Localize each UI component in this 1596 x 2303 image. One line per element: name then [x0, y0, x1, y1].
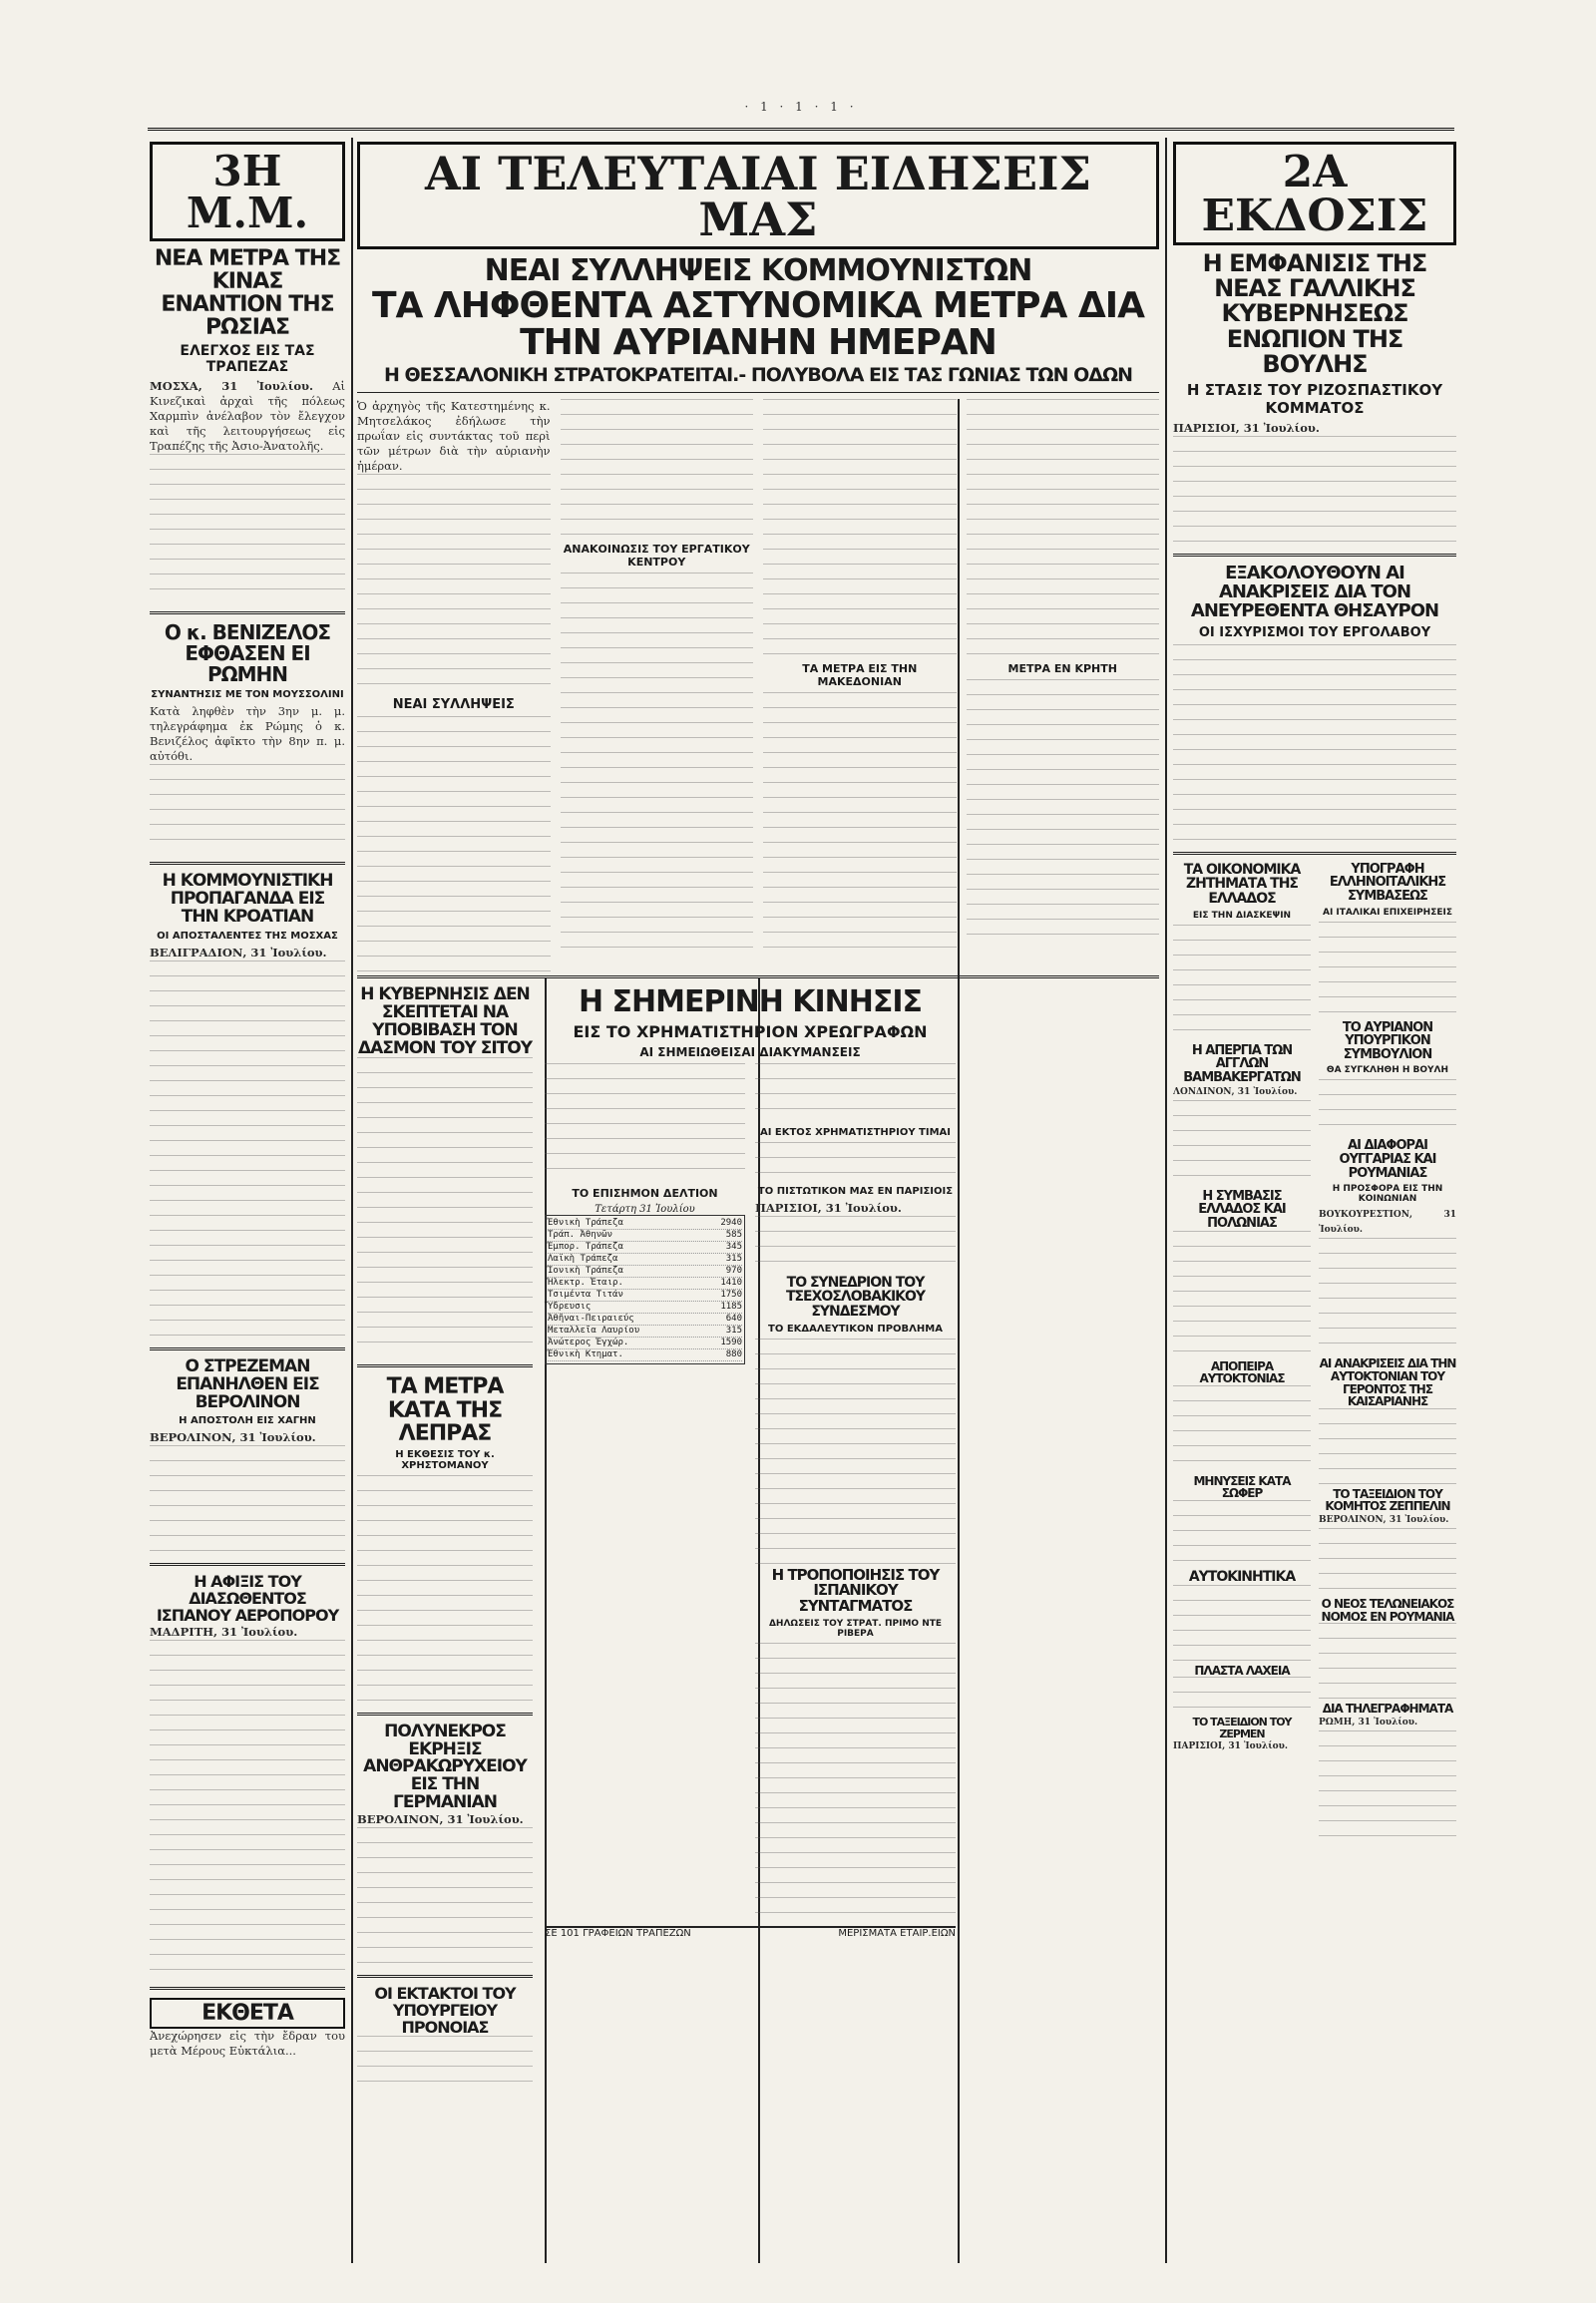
explosion-headline: ΠΟΛΥΝΕΚΡΟΣ ΕΚΡΗΞΙΣ ΑΝΘΡΑΚΩΡΥΧΕΙΟΥ ΕΙΣ ΤΗΝ ΓΕΡΜΑΝΙΑΝ — [363, 1721, 527, 1813]
stock-price: 1590 — [720, 1337, 742, 1347]
stock-name: Τσιμέντα Τιτάν — [548, 1289, 623, 1300]
text-filler — [1173, 1231, 1311, 1360]
section-head: ΜΕΤΡΑ ΕΝ ΚΡΗΤΗ — [1007, 662, 1117, 676]
wire-dateline: ΡΩΜΗ, 31 Ἰουλίου. — [1319, 1717, 1418, 1727]
lead-col-1 — [357, 399, 551, 967]
masthead-rule — [148, 100, 1454, 131]
convention-subtitle: ΤΟ ΕΚΔΑΛΕΥΤΙΚΟΝ ΠΡΟΒΛΗΜΑ — [768, 1323, 943, 1335]
driver-headline: ΜΗΝΥΣΕΙΣ ΚΑΤΑ ΣΩΦΕΡ — [1193, 1473, 1291, 1501]
croatia-dateline: ΒΕΛΙΓΡΑΔΙΟΝ, 31 Ἰουλίου. — [150, 945, 327, 960]
table-row — [548, 1230, 742, 1242]
strike-headline: Η ΑΠΕΡΓΙΑ ΤΩΝ ΑΓΓΛΩΝ ΒΑΜΒΑΚΕΡΓΑΤΩΝ — [1183, 1042, 1301, 1085]
suicide-headline: ΑΠΟΠΕΙΡΑ ΑΥΤΟΚΤΟΝΙΑΣ — [1199, 1358, 1285, 1386]
stock-price: 315 — [725, 1325, 742, 1336]
france-headline: Η ΕΜΦΑΝΙΣΙΣ ΤΗΣ ΝΕΑΣ ΓΑΛΛΙΚΗΣ ΚΥΒΕΡΝΗΣΕΩΣ ΕΝΩΠΙΟΝ ΤΗΣ ΒΟΥΛΗΣ — [1202, 249, 1427, 378]
text-filler — [967, 679, 1160, 949]
text-filler — [755, 1142, 956, 1182]
separator — [150, 862, 345, 865]
econ-headline: ΤΑ ΟΙΚΟΝΟΜΙΚΑ ΖΗΤΗΜΑΤΑ ΤΗΣ ΕΛΛΑΔΟΣ — [1183, 861, 1301, 907]
zermen-dateline: ΠΑΡΙΣΙΟΙ, 31 Ἰουλίου. — [1173, 1741, 1288, 1752]
separator — [150, 1987, 345, 1990]
customs-headline: Ο ΝΕΟΣ ΤΕΛΩΝΕΙΑΚΟΣ ΝΟΜΟΣ ΕΝ ΡΟΥΜΑΝΙΑ — [1321, 1596, 1454, 1624]
separator — [150, 1563, 345, 1566]
market-subtitle-2: ΑΙ ΣΗΜΕΙΩΘΕΙΣΑΙ ΔΙΑΚΥΜΑΝΣΕΙΣ — [639, 1044, 861, 1059]
text-filler — [1173, 1100, 1311, 1190]
lower-col-1 — [357, 986, 533, 2096]
lead-headline: ΤΑ ΛΗΦΘΕΝΤΑ ΑΣΤΥΝΟΜΙΚΑ ΜΕΤΡΑ ΔΙΑ ΤΗΝ ΑΥΡΙΑΝΗΝ ΗΜΕΡΑΝ — [371, 284, 1144, 364]
leprosy-headline: ΤΑ ΜΕΤΡΑ ΚΑΤΑ ΤΗΣ ΛΕΠΡΑΣ — [386, 1374, 504, 1446]
stock-price: 640 — [725, 1313, 742, 1324]
econ-subtitle: ΕΙΣ ΤΗΝ ΔΙΑΣΚΕΨΙΝ — [1192, 910, 1292, 921]
stresemann-dateline: ΒΕΡΟΛΙΝΟΝ, 31 Ἰουλίου. — [150, 1430, 316, 1445]
table-row — [548, 1326, 742, 1338]
lead-body: Ὁ ἀρχηγὸς τῆς Κατεστημένης κ. Μητσελάκος ἐδήλωσε τὴν πρωΐαν εἰς συντάκτας τοῦ περὶ τῶν μέτρων διὰ τὴν αὐριανὴν ἡμέραν. — [357, 399, 551, 474]
convention-headline: ΤΟ ΣΥΝΕΔΡΙΟΝ ΤΟΥ ΤΣΕΧΟΣΛΟΒΑΚΙΚΟΥ ΣΥΝΔΕΣΜΟΥ — [785, 1274, 926, 1320]
zermen-headline: ΤΟ ΤΑΞΕΙΔΙΟΝ ΤΟΥ ΖΕΡΜΕΝ — [1192, 1716, 1292, 1740]
aviator-dateline: ΜΑΔΡΙΤΗ, 31 Ἰουλίου. — [150, 1624, 298, 1639]
market-col-a — [545, 1063, 745, 1922]
separator — [357, 1713, 533, 1716]
text-filler — [1173, 1385, 1311, 1475]
text-filler — [1173, 925, 1311, 1044]
separator — [357, 1364, 533, 1367]
croatia-subtitle: ΟΙ ΑΠΟΣΤΑΛΕΝΤΕΣ ΤΗΣ ΜΟΣΧΑΣ — [157, 930, 338, 942]
text-filler — [357, 716, 551, 985]
venizelos-body: Κατὰ ληφθὲν τὴν 3ην μ. μ. τηλεγράφημα ἐκ Ρώμης ὁ κ. Βενιζέλος ἀφῖκτο τὴν 8ην π. μ. αὐτόθι. — [150, 704, 345, 764]
edition-box-2nd: 2Α ΕΚΔΟΣΙΣ — [1173, 142, 1456, 245]
text-filler — [357, 474, 551, 693]
stock-table — [545, 1215, 745, 1364]
text-filler — [755, 1643, 956, 1922]
stock-price: 1750 — [720, 1289, 742, 1300]
stock-name: Ἐθνικὴ Κτηματ. — [548, 1348, 623, 1359]
spain-headline: Η ΤΡΟΠΟΠΟΙΗΣΙΣ ΤΟΥ ΙΣΠΑΝΙΚΟΥ ΣΥΝΤΑΓΜΑΤΟΣ — [771, 1565, 940, 1616]
dateline: ΜΟΣΧΑ, 31 Ἰουλίου. — [150, 379, 313, 394]
china-russia-subtitle: ΕΛΕΓΧΟΣ ΕΙΣ ΤΑΣ ΤΡΑΠΕΖΑΣ — [180, 343, 315, 376]
text-filler — [561, 573, 754, 952]
stock-price: 970 — [725, 1265, 742, 1276]
text-filler — [357, 1827, 533, 1967]
inquiry-headline: ΑΙ ΑΝΑΚΡΙΣΕΙΣ ΔΙΑ ΤΗΝ ΑΥΤΟΚΤΟΝΙΑΝ ΤΟΥ ΓΕΡΟΝΤΟΣ ΤΗΣ ΚΑΙΣΑΡΙΑΝΗΣ — [1319, 1356, 1456, 1409]
table-row — [548, 1278, 742, 1290]
market-footer — [545, 1926, 956, 1939]
china-russia-headline: ΝΕΑ ΜΕΤΡΑ ΤΗΣ ΚΙΝΑΣ ΕΝΑΝΤΙΟΝ ΤΗΣ ΡΩΣΙΑΣ — [154, 246, 341, 341]
separator — [150, 1347, 345, 1350]
france-dateline: ΠΑΡΙΣΙΟΙ, 31 Ἰουλίου. — [1173, 420, 1320, 435]
edition-box-3pm: 3Η Μ.Μ. — [150, 142, 345, 241]
section-head: ΝΕΑΙ ΣΥΛΛΗΨΕΙΣ — [392, 697, 515, 713]
stock-name: Τράπ. Ἀθηνῶν — [548, 1229, 613, 1240]
text-filler — [1173, 1677, 1311, 1717]
china-russia-body — [150, 379, 345, 454]
text-filler — [755, 1216, 956, 1276]
council-headline: ΤΟ ΑΥΡΙΑΝΟΝ ΥΠΟΥΡΓΙΚΟΝ ΣΥΜΒΟΥΛΙΟΝ — [1342, 1019, 1433, 1062]
stresemann-headline: Ο ΣΤΡΕΖΕΜΑΝ ΕΠΑΝΗΛΘΕΝ ΕΙΣ ΒΕΡΟΛΙΝΟΝ — [176, 1355, 319, 1412]
stock-price: 585 — [725, 1229, 742, 1240]
table-row — [548, 1254, 742, 1266]
stock-price: 2940 — [720, 1217, 742, 1228]
cars-headline: ΑΥΤΟΚΙΝΗΤΙΚΑ — [1188, 1568, 1296, 1585]
market-headline: Η ΣΗΜΕΡΙΝΗ ΚΙΝΗΣΙΣ — [578, 984, 923, 1020]
separator — [357, 1975, 533, 1978]
hungary-headline: ΑΙ ΔΙΑΦΟΡΑΙ ΟΥΓΓΑΡΙΑΣ ΚΑΙ ΡΟΥΜΑΝΙΑΣ — [1339, 1138, 1436, 1181]
text-filler — [1173, 1500, 1311, 1570]
text-filler — [150, 764, 345, 854]
text-filler — [150, 1640, 345, 1979]
stock-name: Ἐθνικὴ Τράπεζα — [548, 1217, 623, 1228]
strike-dateline: ΛΟΝΔΙΝΟΝ, 31 Ἰουλίου. — [1173, 1086, 1298, 1097]
text-filler — [357, 1475, 533, 1705]
forex-headline: ΑΙ ΕΚΤΟΣ ΧΡΗΜΑΤΙΣΤΗΡΙΟΥ ΤΙΜΑΙ — [759, 1126, 952, 1138]
council-subtitle: ΘΑ ΣΥΓΚΛΗΘΗ Η ΒΟΥΛΗ — [1326, 1065, 1449, 1076]
stock-price: 1185 — [720, 1301, 742, 1312]
left-column — [150, 138, 345, 2273]
stock-name: Ἀθῆναι-Πειραιεύς — [548, 1313, 634, 1324]
stock-name: Ἐμπορ. Τράπεζα — [548, 1241, 623, 1252]
text-filler — [1173, 644, 1456, 844]
table-row — [548, 1349, 742, 1361]
venizelos-subtitle: ΣΥΝΑΝΤΗΣΙΣ ΜΕ ΤΟΝ ΜΟΥΣΣΟΛΙΝΙ — [151, 689, 344, 701]
table-row — [548, 1242, 742, 1254]
table-row — [548, 1266, 742, 1278]
text-filler — [1319, 1730, 1456, 1850]
right-sub-1 — [1173, 863, 1311, 1850]
hungary-dateline: ΒΟΥΚΟΥΡΕΣΤΙΟΝ, 31 Ἰουλίου. — [1319, 1210, 1456, 1236]
text-filler — [763, 399, 957, 658]
text-filler — [545, 1063, 745, 1183]
treasure-subtitle: ΟΙ ΙΣΧΥΡΙΣΜΟΙ ΤΟΥ ΕΡΓΟΛΑΒΟΥ — [1198, 624, 1431, 640]
table-row — [548, 1218, 742, 1230]
text-filler — [561, 399, 754, 539]
separator — [1173, 852, 1456, 855]
stock-name: Λαϊκὴ Τράπεζα — [548, 1253, 618, 1264]
masthead-text: · 1 · 1 · 1 · — [744, 100, 858, 114]
market-subtitle: ΕΙΣ ΤΟ ΧΡΗΜΑΤΙΣΤΗΡΙΟΝ ΧΡΕΩΓΡΑΦΩΝ — [573, 1021, 928, 1041]
column-rule — [351, 138, 353, 2263]
agreement-subtitle: ΑΙ ΙΤΑΛΙΚΑΙ ΕΠΙΧΕΙΡΗΣΕΙΣ — [1322, 907, 1453, 918]
lead-article-columns — [357, 399, 1159, 967]
table-row — [548, 1338, 742, 1349]
hungary-subtitle: Η ΠΡΟΣΦΟΡΑ ΕΙΣ ΤΗΝ ΚΟΙΝΩΝΙΑΝ — [1332, 1184, 1443, 1205]
stock-price: 345 — [725, 1241, 742, 1252]
separator — [357, 392, 1159, 393]
stock-name: Ἠλεκτρ. Ἑταιρ. — [548, 1277, 623, 1288]
table-row — [548, 1302, 742, 1314]
text-filler — [150, 454, 345, 603]
wire-headline: ΔΙΑ ΤΗΛΕΓΡΑΦΗΜΑΤΑ — [1322, 1702, 1453, 1717]
right-subcolumns — [1173, 863, 1456, 1850]
lottery-headline: ΠΛΑΣΤΑ ΛΑΧΕΙΑ — [1194, 1663, 1290, 1678]
poland-headline: Η ΣΥΜΒΑΣΙΣ ΕΛΛΑΔΟΣ ΚΑΙ ΠΟΛΩΝΙΑΣ — [1198, 1188, 1286, 1231]
text-filler — [755, 1339, 956, 1568]
france-subtitle: Η ΣΤΑΣΙΣ ΤΟΥ ΡΙΖΟΣΠΑΣΤΙΚΟΥ ΚΟΜΜΑΤΟΣ — [1186, 380, 1443, 417]
stock-price: 880 — [725, 1348, 742, 1359]
right-column — [1173, 138, 1456, 2273]
text-filler — [1319, 1408, 1456, 1488]
table-date: Τετάρτη 31 Ἰουλίου — [595, 1203, 695, 1215]
zeppelin-headline: ΤΟ ΤΑΞΕΙΔΙΟΝ ΤΟΥ ΚΟΜΗΤΟΣ ΖΕΠΠΕΛΙΝ — [1325, 1486, 1450, 1514]
stock-price: 315 — [725, 1253, 742, 1264]
government-headline: Η ΚΥΒΕΡΝΗΣΙΣ ΔΕΝ ΣΚΕΠΤΕΤΑΙ ΝΑ ΥΠΟΒΙΒΑΣΗ ΤΟΝ ΔΑΣΜΟΝ ΤΟΥ ΣΙΤΟΥ — [357, 984, 532, 1058]
text-filler — [1319, 922, 1456, 1021]
market-col-b — [755, 1063, 956, 1922]
text-filler — [1173, 436, 1456, 546]
ministry-headline: ΟΙ ΕΚΤΑΚΤΟΙ ΤΟΥ ΥΠΟΥΡΓΕΙΟΥ ΠΡΟΝΟΙΑΣ — [374, 1983, 516, 2037]
column-rule — [1165, 138, 1167, 2263]
text-filler — [1319, 1079, 1456, 1139]
paris-dateline: ΠΑΡΙΣΙΟΙ, 31 Ἰουλίου. — [755, 1200, 902, 1215]
stock-name: Ὕδρευσις — [548, 1301, 592, 1312]
zeppelin-dateline: ΒΕΡΟΛΙΝΟΝ, 31 Ἰουλίου. — [1319, 1514, 1449, 1525]
croatia-headline: Η ΚΟΜΜΟΥΝΙΣΤΙΚΗ ΠΡΟΠΑΓΑΝΔΑ ΕΙΣ ΤΗΝ ΚΡΟΑΤΙΑΝ — [162, 871, 333, 928]
spain-subtitle: ΔΗΛΩΣΕΙΣ ΤΟΥ ΣΤΡΑΤ. ΠΡΙΜΟ ΝΤΕ ΡΙΒΕΡΑ — [768, 1618, 943, 1639]
center-column — [357, 138, 1159, 2272]
table-row — [548, 1314, 742, 1326]
table-title: ΤΟ ΕΠΙΣΗΜΟΝ ΔΕΛΤΙΟΝ — [572, 1186, 718, 1200]
paris-headline: ΤΟ ΠΙΣΤΩΤΙΚΟΝ ΜΑΣ ΕΝ ΠΑΡΙΣΙΟΙΣ — [757, 1185, 954, 1197]
lead-col-2 — [561, 399, 754, 967]
lead-col-3 — [763, 399, 957, 967]
table-row — [548, 1290, 742, 1302]
text-filler — [150, 1445, 345, 1555]
section-head: ΑΝΑΚΟΙΝΩΣΙΣ ΤΟΥ ΕΡΓΑΤΙΚΟΥ ΚΕΝΤΡΟΥ — [563, 543, 750, 570]
stock-price: 1410 — [720, 1277, 742, 1288]
leprosy-subtitle: Η ΕΚΘΕΣΙΣ ΤΟΥ κ. ΧΡΗΣΤΟΜΑΝΟΥ — [395, 1448, 495, 1471]
footer-left: ΣΕ 101 ΓΡΑΦΕΙΩΝ ΤΡΑΠΕΖΩΝ — [545, 1927, 691, 1939]
venizelos-headline: Ο κ. ΒΕΝΙΖΕΛΟΣ ΕΦΘΑΣΕΝ ΕΙ ΡΩΜΗΝ — [164, 620, 331, 687]
aviator-headline: Η ΑΦΙΞΙΣ ΤΟΥ ΔΙΑΣΩΘΕΝΤΟΣ ΙΣΠΑΝΟΥ ΑΕΡΟΠΟΡΟΥ — [156, 1572, 339, 1626]
ektheta-headline: ΕΚΘΕΤΑ — [150, 1998, 345, 2029]
text-filler — [1319, 1528, 1456, 1598]
text-filler — [1319, 1238, 1456, 1357]
stock-name: Ἀνώτερος Ἐγχώρ. — [548, 1337, 629, 1347]
stresemann-subtitle: Η ΑΠΟΣΤΟΛΗ ΕΙΣ ΧΑΓΗΝ — [179, 1415, 316, 1427]
text-filler — [763, 692, 957, 961]
text-filler — [357, 2036, 533, 2096]
lead-subtitle: Η ΘΕΣΣΑΛΟΝΙΚΗ ΣΤΡΑΤΟΚΡΑΤΕΙΤΑΙ.- ΠΟΛΥΒΟΛΑ ΕΙΣ ΤΑΣ ΓΩΝΙΑΣ ΤΩΝ ΟΔΩΝ — [383, 364, 1132, 387]
footer-right: ΜΕΡΙΣΜΑΤΑ ΕΤΑΙΡ.ΕΙΩΝ — [838, 1927, 956, 1939]
lead-kicker: ΝΕΑΙ ΣΥΛΛΗΨΕΙΣ ΚΟΜΜΟΥΝΙΣΤΩΝ — [484, 253, 1032, 288]
lead-col-4 — [967, 399, 1160, 967]
text-filler — [150, 960, 345, 1340]
right-sub-2 — [1319, 863, 1456, 1850]
text-filler — [967, 399, 1160, 658]
ektheta-body: Ἀνεχώρησεν εἰς τὴν ἔδραν του μετὰ Μέρους Εὐκτάλια... — [150, 2028, 345, 2058]
section-head: ΤΑ ΜΕΤΡΑ ΕΙΣ ΤΗΝ ΜΑΚΕΔΟΝΙΑΝ — [802, 662, 918, 689]
article-text: Αἱ Κινεζικαὶ ἀρχαὶ τῆς πόλεως Χαρμπὶν ἀνέλαβον τὸν ἔλεγχον καὶ τῆς λειτουργήσεως εἰς Τραπέζης τῆς Ἀσιο-Ἀνατολῆς. — [150, 379, 345, 454]
treasure-headline: ΕΞΑΚΟΛΟΥΘΟΥΝ ΑΙ ΑΝΑΚΡΙΣΕΙΣ ΔΙΑ ΤΟΝ ΑΝΕΥΡΕΘΕΝΤΑ ΘΗΣΑΥΡΟΝ — [1190, 562, 1439, 621]
separator — [1173, 554, 1456, 557]
center-banner: ΑΙ ΤΕΛΕΥΤΑΙΑΙ ΕΙΔΗΣΕΙΣ ΜΑΣ — [357, 142, 1159, 249]
lower-col-2 — [545, 986, 956, 2096]
market-columns — [545, 1063, 956, 1922]
text-filler — [357, 1057, 533, 1356]
explosion-dateline: ΒΕΡΟΛΙΝΟΝ, 31 Ἰουλίου. — [357, 1811, 524, 1826]
agreement-headline: ΥΠΟΓΡΑΦΗ ΕΛΛΗΝΟΙΤΑΛΙΚΗΣ ΣΥΜΒΑΣΕΩΣ — [1329, 861, 1446, 904]
text-filler — [1173, 1585, 1311, 1665]
stock-name: Μεταλλεῖα Λαυρίου — [548, 1325, 640, 1336]
separator — [150, 611, 345, 614]
text-filler — [1319, 1623, 1456, 1703]
lower-center — [357, 986, 1159, 2096]
text-filler — [755, 1063, 956, 1123]
stock-name: Ἰονικὴ Τράπεζα — [548, 1265, 623, 1276]
